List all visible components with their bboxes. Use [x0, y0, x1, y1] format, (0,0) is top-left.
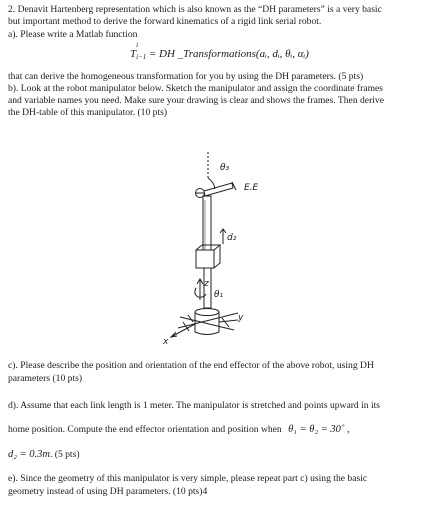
part-e-line-1: e). Since the geometry of this manipulator is very simple, please repeat part c) using the basic: [8, 473, 368, 484]
q2-line-1: 2. Denavit Hartenberg representation which is also known as the “DH parameters” is a very basic: [8, 4, 382, 15]
part-d-line-2: [8, 424, 350, 436]
part-d-line-3: [8, 449, 80, 461]
part-d-line-1: d). Assume that each link length is 1 meter. The manipulator is stretched and points upward in its: [8, 400, 381, 411]
formula-lhs: T: [130, 48, 137, 60]
theta1-label: θ₁: [214, 290, 224, 300]
z-axis-label: z: [204, 279, 209, 289]
part-c-line-1: c). Please describe the position and orientation of the end effector of the above robot, using DH: [8, 360, 374, 371]
formula-sub: i−1: [136, 53, 147, 61]
formula-rhs: = DH _Transformations(aᵢ, dᵢ, θᵢ, αᵢ): [146, 48, 309, 60]
end-effector-label: E.E: [244, 183, 259, 193]
part-b-line-1: b). Look at the robot manipulator below. Sketch the manipulator and assign the coordinate frames: [8, 83, 384, 94]
d2-label: d₂: [227, 233, 237, 243]
part-e-line-2: geometry instead of using DH parameters. (10 pts)4: [8, 486, 208, 497]
theta3-label: θ₃: [220, 163, 230, 173]
part-d-line-2-text: home position. Compute the end effector orientation and position when: [8, 424, 282, 435]
part-a-prompt: a). Please write a Matlab function: [8, 29, 138, 40]
q2-line-2: but important method to derive the forward kinematics of a rigid link serial robot.: [8, 16, 322, 27]
y-axis-label: y: [238, 313, 244, 323]
part-b-line-2: and variable names you need. Make sure your drawing is clear and shows the frames. Then derive: [8, 95, 384, 106]
d2-condition: d₂ = 0.3m: [8, 449, 50, 460]
part-c-line-2: parameters (10 pts): [8, 373, 83, 384]
formula-sup: i: [136, 41, 139, 49]
part-b-line-3: the DH-table of this manipulator. (10 pts): [8, 107, 168, 118]
angle-condition: θ₁ = θ₂ = 30˚ ,: [288, 424, 350, 435]
x-axis-label: x: [163, 337, 169, 347]
part-a-description: that can derive the homogeneous transformation for you by using the DH parameters. (5 pts): [8, 71, 364, 82]
part-d-points: . (5 pts): [49, 449, 80, 460]
